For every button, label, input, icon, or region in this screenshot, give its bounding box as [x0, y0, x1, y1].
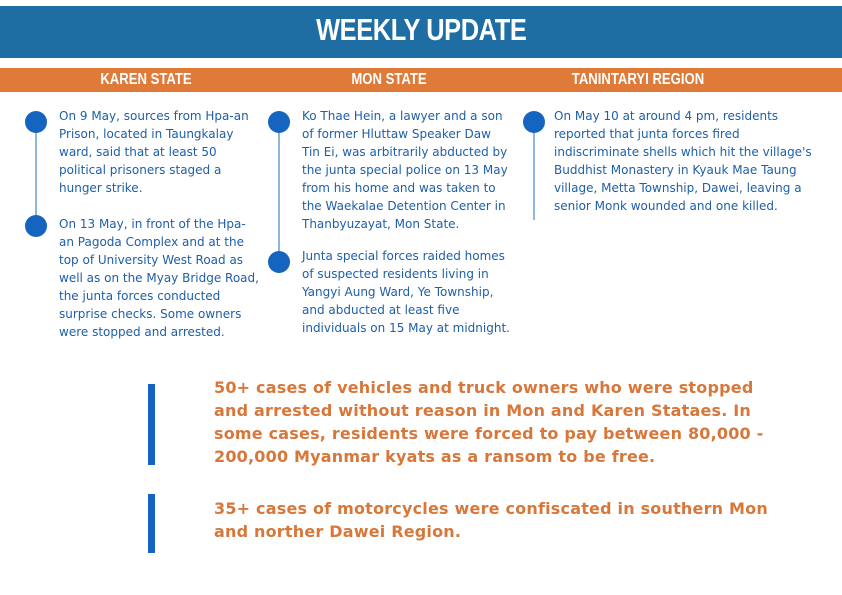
stat-vehicle-arrests: 50+ cases of vehicles and truck owners who were stopped and arrested without reason in Mon and Karen Stataes. In some cases, residents were forced to pay between 80,000 - 200,000 Myanmar kyats as a ransom to be free.: [214, 378, 764, 466]
timeline-dot: [523, 111, 545, 133]
header-banner: [0, 6, 842, 58]
timeline-dot: [25, 215, 47, 237]
timeline-entry: Junta special forces raided homes of suspected residents living in Yangyi Aung Ward, Ye Township, and abducted at least five individuals on 15 May at midnight.: [302, 249, 510, 335]
timeline-line: [278, 122, 280, 262]
timeline-entry: On 9 May, sources from Hpa-an Prison, located in Taungkalay ward, said that at least 50 political prisoners staged a hunger strike.: [59, 109, 249, 195]
category-mon-state: MON STATE: [351, 71, 427, 88]
category-tanintaryi-region: TANINTARYI REGION: [571, 71, 705, 88]
timeline-dot: [268, 111, 290, 133]
page-title: WEEKLY UPDATE: [315, 12, 527, 47]
category-karen-state: KAREN STATE: [100, 71, 192, 88]
stat-accent-bar: [148, 494, 155, 553]
timeline-dot: [25, 111, 47, 133]
category-bar: [0, 68, 842, 92]
timeline-line: [533, 122, 535, 220]
timeline-entry: Ko Thae Hein, a lawyer and a son of former Hluttaw Speaker Daw Tin Ei, was arbitrarily abducted by the junta special police on 13 May from his home and was taken to the Waekalae Detention Center in Thanbyuzayat, Mon State.: [302, 109, 508, 231]
stat-motorcycle-confiscations: 35+ cases of motorcycles were confiscated in southern Mon and norther Dawei Region.: [214, 499, 768, 541]
timeline-entry: On 13 May, in front of the Hpa-an Pagoda Complex and at the top of University West Road as well as on the Myay Bridge Road, the junta forces conducted surprise checks. Some owners were stopped and arrested.: [59, 217, 259, 339]
stat-accent-bar: [148, 384, 155, 465]
timeline-dot: [268, 251, 290, 273]
timeline-entry: On May 10 at around 4 pm, residents reported that junta forces fired indiscriminate shells which hit the village's Buddhist Monastery in Kyauk Mae Taung village, Metta Township, Dawei, leaving a senior Monk wounded and one killed.: [554, 109, 812, 213]
timeline-line: [35, 122, 37, 227]
